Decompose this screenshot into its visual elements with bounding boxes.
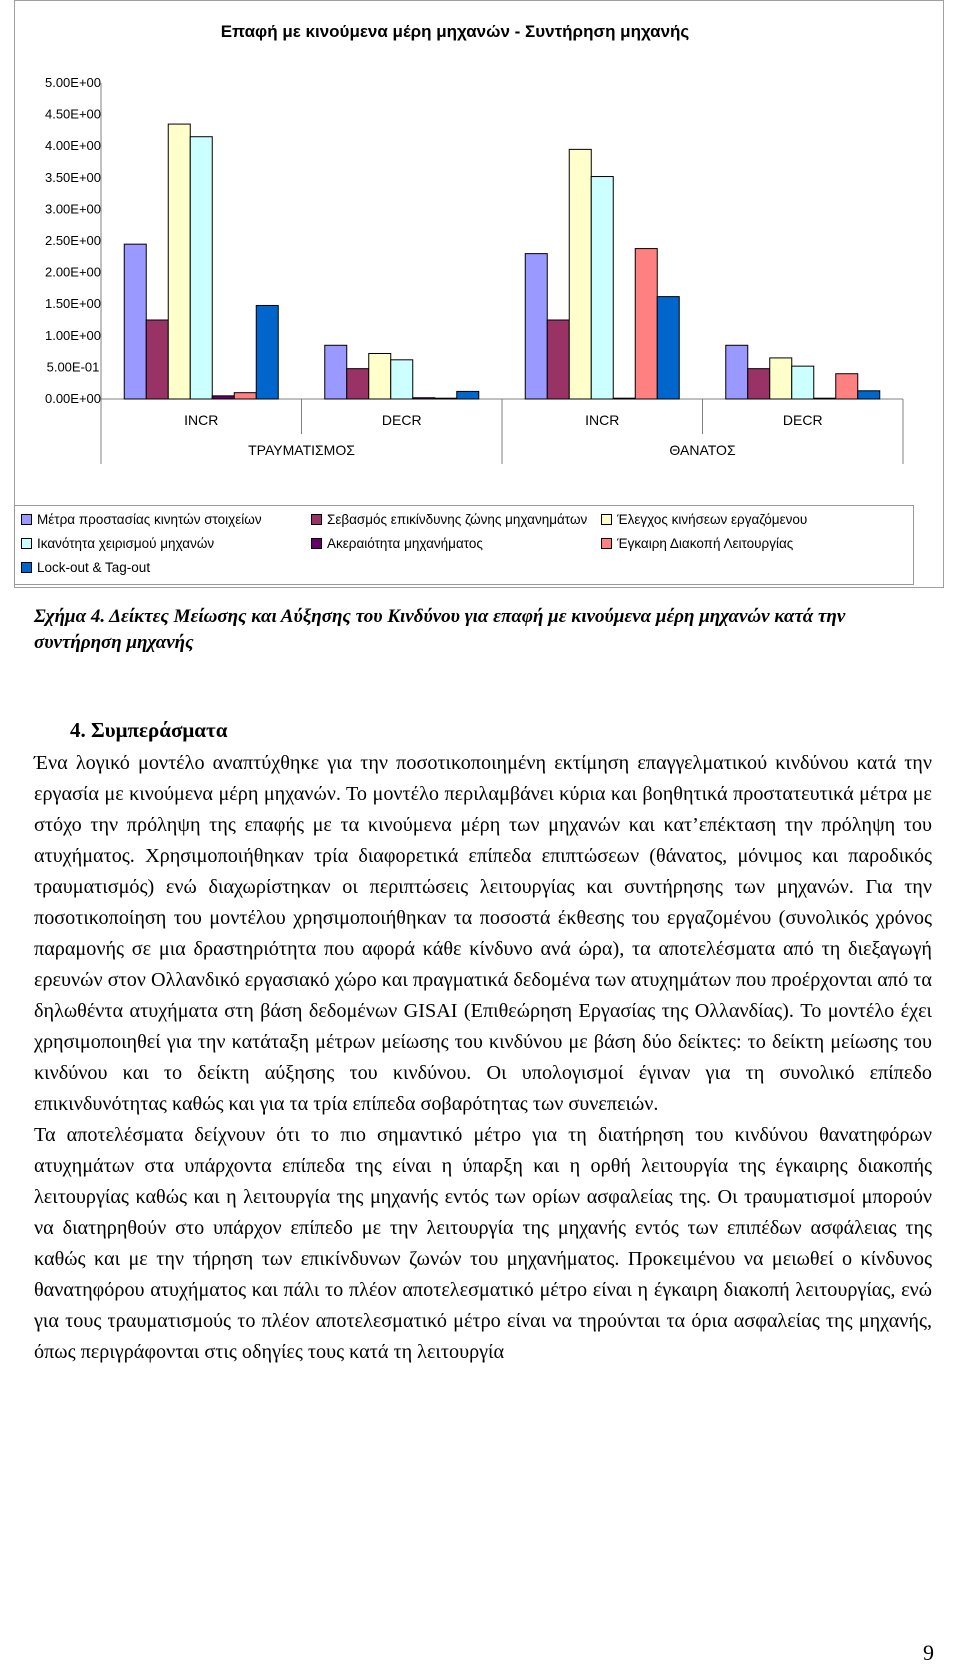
bar: [814, 398, 836, 399]
legend-swatch: [601, 538, 612, 549]
legend-label: Έγκαιρη Διακοπή Λειτουργίας: [617, 536, 794, 551]
y-tick-label: 4.00E+00: [44, 138, 102, 154]
bar: [168, 124, 190, 399]
legend-item: [21, 512, 262, 527]
y-tick-label: 2.00E+00: [44, 264, 102, 280]
bar: [770, 358, 792, 399]
chart-title: Επαφή με κινούμενα μέρη μηχανών - Συντήρηση μηχανής: [220, 22, 690, 41]
legend-swatch: [311, 514, 322, 525]
chart-frame: [14, 0, 944, 588]
x-category-label: INCR: [184, 412, 219, 428]
bar: [124, 244, 146, 399]
x-group-label: ΘΑΝΑΤΟΣ: [669, 442, 736, 458]
legend-label: Ακεραιότητα μηχανήματος: [327, 536, 483, 551]
legend-swatch: [311, 538, 322, 549]
bar: [347, 369, 369, 399]
bar-chart: [15, 1, 943, 506]
bar: [613, 398, 635, 399]
bar: [569, 149, 591, 399]
x-group-label: ΤΡΑΥΜΑΤΙΣΜΟΣ: [248, 442, 355, 458]
bar: [146, 320, 168, 399]
legend-item: [311, 536, 483, 551]
legend-swatch: [21, 538, 32, 549]
bar: [256, 305, 278, 399]
bar: [726, 345, 748, 399]
y-tick-label: 3.00E+00: [44, 201, 102, 217]
bar: [792, 366, 814, 399]
legend-label: Lock-out & Tag-out: [37, 560, 151, 575]
y-tick-label: 5.00E-01: [46, 359, 100, 375]
paragraph-2: Τα αποτελέσματα δείχνουν ότι το πιο σημαντικό μέτρο για τη διατήρηση του κινδύνου θανατηφόρων ατυχημάτων στα υπάρχοντα επίπεδα της είναι η ύπαρξη και η ορθή λειτουργία της έγκαιρης διακοπής λειτουργίας καθώς και η λειτουργία της μηχανής εντός των ορίων ασφαλείας της. Οι τραυματισμοί μπορούν να διατηρηθούν στο υπάρχον επίπεδο με την λειτουργία της μηχανής εντός των επιπέδων ασφάλειας της καθώς και με την τήρηση των επικίνδυνων ζωνών του μηχανήματος. Προκειμένου να μειωθεί ο κίνδυνος θανατηφόρου ατυχήματος και πάλι το πλέον αποτελεσματικό μέτρο είναι η έγκαιρη διακοπή λειτουργίας, ενώ για τους τραυματισμούς το πλέον αποτελεσματικό μέτρο είναι να τηρούνται τα όρια ασφαλείας της μηχανής, όπως περιγράφονται στις οδηγίες τους κατά τη λειτουργία: [34, 1124, 932, 1363]
legend-swatch: [601, 514, 612, 525]
bar: [457, 391, 479, 399]
y-tick-label: 1.50E+00: [44, 296, 102, 312]
bar: [234, 393, 256, 399]
bar: [525, 254, 547, 399]
x-category-label: DECR: [381, 412, 422, 428]
bar: [657, 297, 679, 399]
bar: [635, 249, 657, 399]
bar: [435, 398, 457, 399]
bar: [547, 320, 569, 399]
legend-label: Μέτρα προστασίας κινητών στοιχείων: [37, 512, 262, 527]
legend-item: [311, 512, 587, 527]
page-number: 9: [923, 1640, 934, 1665]
y-tick-label: 3.50E+00: [44, 169, 102, 185]
y-tick-label: 5.00E+00: [44, 75, 102, 90]
bar: [190, 137, 212, 399]
y-tick-label: 1.00E+00: [44, 327, 102, 343]
bar: [858, 391, 880, 399]
legend-item: [601, 536, 793, 551]
bar: [325, 345, 347, 399]
figure-caption: Σχήμα 4. Δείκτες Μείωσης και Αύξησης του Κινδύνου για επαφή με κινούμενα μέρη μηχανών κατά την συντήρηση μηχανής: [34, 606, 846, 653]
paragraph-1: Ένα λογικό μοντέλο αναπτύχθηκε για την ποσοτικοποιημένη εκτίμηση επαγγελματικού κινδύνου κατά την εργασία με κινούμενα μέρη μηχανών. Το μοντέλο περιλαμβάνει κύρια και βοηθητικά προστατευτικά μέτρα με στόχο την πρόληψη της επαφής με τα κινούμενα μέρη των μηχανών και κατ’επέκταση την πρόληψη του ατυχήματος. Χρησιμοποιήθηκαν τρία διαφορετικά επίπεδα επιπτώσεων (θάνατος, μόνιμος και παροδικός τραυματισμός) ενώ διαχωρίστηκαν οι περιπτώσεις λειτουργίας και συντήρησης των μηχανών. Για την ποσοτικοποίηση του μοντέλου χρησιμοποιήθηκαν τα ποσοστά έκθεσης του εργαζομένου (συνολικός χρόνος παραμονής σε μια δραστηριότητα που αφορά κάθε κίνδυνο ανά ώρα), τα αποτελέσματα από τη διεξαγωγή ερευνών στον Ολλανδικό εργασιακό χώρο και πραγματικά δεδομένα των ατυχημάτων που προέρχονται από τα δηλωθέντα ατυχήματα στη βάση δεδομένων GISAI (Επιθεώρηση Εργασίας της Ολλανδίας). Το μοντέλο έχει χρησιμοποιηθεί για την κατάταξη μέτρων μείωσης του κινδύνου με βάση δύο δείκτες: το δείκτη μείωσης του κινδύνου και το δείκτη αύξησης του κινδύνου. Οι υπολογισμοί έγιναν για τη συνολικό επίπεδο επικινδυνότητας καθώς και για τα τρία επίπεδα σοβαρότητας των συνεπειών.: [34, 752, 932, 1115]
bar: [748, 369, 770, 399]
section-heading: 4. Συμπεράσματα: [70, 718, 228, 742]
legend-label: Έλεγχος κινήσεων εργαζόμενου: [617, 512, 808, 527]
body-text: [34, 748, 932, 1368]
chart-legend: [14, 505, 914, 585]
x-category-label: DECR: [782, 412, 823, 428]
legend-item: [21, 560, 150, 575]
y-tick-label: 0.00E+00: [44, 391, 102, 406]
y-tick-label: 4.50E+00: [44, 106, 102, 122]
y-tick-label: 2.50E+00: [44, 233, 102, 248]
bar: [391, 360, 413, 399]
x-category-label: INCR: [585, 412, 620, 428]
legend-swatch: [21, 562, 32, 573]
bar: [413, 398, 435, 399]
legend-label: Σεβασμός επικίνδυνης ζώνης μηχανημάτων: [327, 512, 588, 527]
bar: [212, 396, 234, 399]
legend-label: Ικανότητα χειρισμού μηχανών: [37, 536, 215, 551]
legend-item: [21, 536, 214, 551]
legend-item: [601, 512, 807, 527]
bar: [591, 177, 613, 399]
legend-swatch: [21, 514, 32, 525]
bar: [369, 353, 391, 399]
bar: [836, 374, 858, 399]
